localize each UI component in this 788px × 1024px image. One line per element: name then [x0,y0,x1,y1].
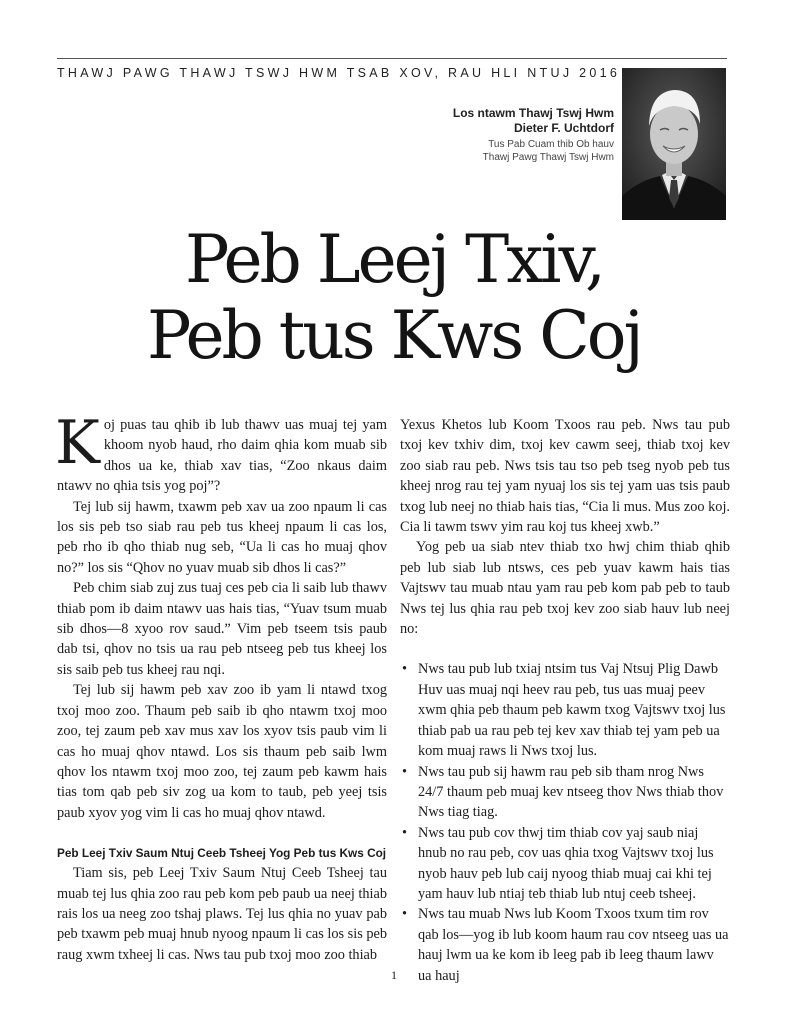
column-left [55,408,387,965]
header-rule [57,58,727,59]
paragraph-2: Tej lub sij hawm, txawm peb xav ua zoo npaum li cas los sis peb tso siab rau peb tus kheej npaum li cas los, peb rho ib qho thiab nug seb, “Ua li cas ho muaj qhov no?” los sis “Qhov no yuav muab sib dhos li cas?” [57,498,387,576]
list-item [400,823,730,905]
bullet-icon: • [402,763,408,780]
list-item-text: Nws tau muab Nws lub Koom Txoos txum tim rov qab los—yog ib lub koom haum rau cov ntseeg uas ua hauj lwm ua ke kom ib leeg pab ib leeg thaum lawv ua hauj [418,906,729,984]
list-item-text: Nws tau pub lub txiaj ntsim tus Vaj Ntsuj Plig Dawb Huv uas muaj nqi heev rau peb, tus uas muaj peev xwm qhia peb thaum peb kawm txog Vajtswv txoj lus thiab pab ua rau peb tej kev xav thiab tej yam peb ua kom muaj raws li Nws txoj lus. [418,661,726,760]
author-role: Tus Pab Cuam thib Ob hauv [488,139,614,150]
paragraph-7: Yog peb ua siab ntev thiab txo hwj chim thiab qhib peb lub siab lub ntsws, ces peb yuav kawm hais tias Vajtswv tau muab ntau yam rau peb kom pab peb to taub Nws tej lus qhia rau peb txoj kev zoo siab hauv lub neej no: [400,539,730,638]
list-item [400,659,730,761]
bullet-icon: • [402,824,408,841]
author-portrait [622,68,726,220]
author-role-org: Thawj Pawg Thawj Tswj Hwm [482,152,614,163]
article-title [0,222,788,374]
author-name: Dieter F. Uchtdorf [513,120,614,135]
bullet-icon: • [402,906,408,923]
portrait-illustration [622,68,726,220]
column-right [400,415,730,986]
paragraph-3: Peb chim siab zuj zus tuaj ces peb cia li saib lub thawv thiab pom ib daim ntawv uas hais tias, “Yuav tsum muab sib dhos—8 xyoo rov saud.” Vim peb tseem tsis paub dab tsi, qhov no tsis ua rau peb ntseeg peb tus kheej los sis saib peb tus kheej rau nqi. [57,580,387,678]
author-intro: Los ntawm Thawj Tswj Hwm [452,106,614,120]
page-number: 1 [391,968,397,982]
paragraph-4: Tej lub sij hawm peb xav zoo ib yam li ntawd txog txoj moo zoo. Thaum peb saib ib qho ntawm txoj moo zoo, tej zaum peb xav mus xav los xyov tsis paub vim li cas ho muaj qhov ntawd. Los sis thaum peb saib lwm qhov los ntawm txoj moo zoo, tej zaum peb kawm hais tias tom qab peb siv zog ua kom to taub, peb yeej tsis paub xyov yog vim li cas ho muaj qhov ntawd. [57,682,387,821]
section-subhead: Peb Leej Txiv Saum Ntuj Ceeb Tsheej Yog Peb tus Kws Coj [57,846,387,861]
bullet-list [400,659,730,986]
paragraph-6: Yexus Khetos lub Koom Txoos rau peb. Nws tau pub txoj kev txhiv dim, txoj kev cawm seej, thiab txoj kev zoo siab rau peb. Nws tsis tau tso peb tseg nyob peb tus kheej nrog rau tej yam nyuaj los sis tej yam uas tsis paub txog lub neej no thiab hais tias, “Cia li mus. Mus zoo koj. Cia li tawm tswv yim rau koj tus kheej xwb.” [400,417,730,536]
drop-cap: K [55,408,100,478]
masthead: THAWJ PAWG THAWJ TSWJ HWM TSAB XOV, RAU HLI NTUJ 2016 [57,66,621,80]
paragraph-1 [55,408,387,497]
bullet-icon: • [402,661,408,678]
list-item-text: Nws tau pub cov thwj tim thiab cov yaj saub niaj hnub no rau peb, cov uas qhia txog Vajtswv txoj lus nyob hauv peb lub caij nyoog thiab muaj cai khi tej yam hauv lub ntiaj teb thiab lub ntuj ceeb tsheej. [418,824,714,902]
title-line-1: Peb Leej Txiv, [185,221,603,298]
list-item [400,762,730,823]
author-block [453,106,614,164]
paragraph-1-text: oj puas tau qhib ib lub thawv uas muaj tej yam khoom nyob haud, rho daim qhia kom muab sib dhos ua ke, thiab xav tias, “Zoo nkaus daim ntawv no qhia tsis yog poj”? [57,417,387,495]
paragraph-5: Tiam sis, peb Leej Txiv Saum Ntuj Ceeb Tsheej tau muab tej lus qhia zoo rau peb kom peb paub ua neej thiab rais los ua neeg zoo tshaj plaws. Tej lus qhia no yuav pab peb txawm peb muaj hnub nyoog npaum li cas los sis peb raug xwm txheej li cas. Nws tau pub txoj moo zoo thiab [57,865,387,963]
title-line-2: Peb tus Kws Coj [147,297,641,374]
list-item-text: Nws tau pub sij hawm rau peb sib tham nrog Nws 24/7 thaum peb muaj kev ntseeg thov Nws thiab thov Nws tiag tiag. [418,763,724,821]
